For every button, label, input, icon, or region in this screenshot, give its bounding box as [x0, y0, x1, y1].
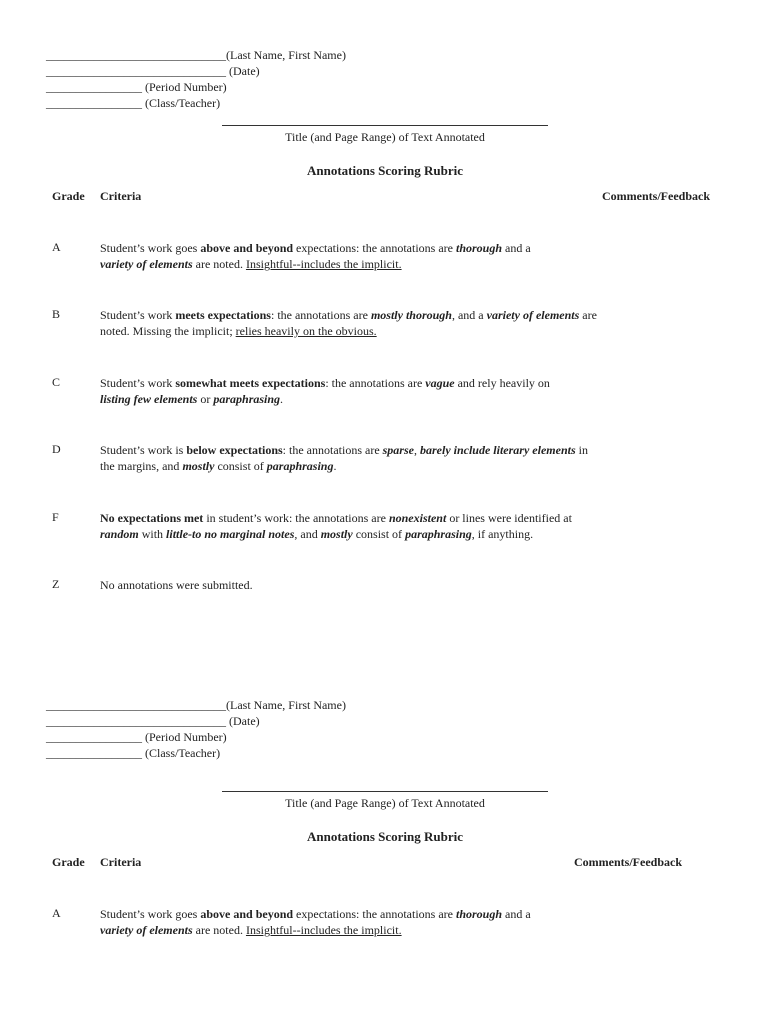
- student-info-fields: [46, 697, 346, 761]
- criteria-column-header: Criteria: [100, 189, 142, 203]
- name-field: ______________________________(Last Name, First Name): [46, 698, 346, 712]
- grade-f: F: [52, 510, 59, 524]
- criteria-a: Student’s work goes above and beyond expectations: the annotations are thorough and a variety of elements are noted. Insightful--includes the implicit.: [100, 907, 531, 937]
- rubric-title: Annotations Scoring Rubric: [306, 163, 464, 178]
- title-caption: Title (and Page Range) of Text Annotated: [285, 130, 485, 144]
- criteria-a: Student’s work goes above and beyond expectations: the annotations are thorough and a variety of elements are noted. Insightful--includes the implicit.: [100, 241, 531, 271]
- comments-column-header: Comments/Feedback: [574, 855, 682, 869]
- comments-column-header: Comments/Feedback: [602, 189, 710, 203]
- student-info-fields: [46, 47, 346, 111]
- title-caption: Title (and Page Range) of Text Annotated: [285, 796, 485, 810]
- title-blank-line: [222, 791, 548, 792]
- criteria-d: Student’s work is below expectations: the annotations are sparse, barely include literary elements in the margins, and mostly consist of paraphrasing.: [100, 443, 588, 473]
- grade-c: C: [52, 375, 61, 389]
- grade-column-header: Grade: [52, 855, 85, 869]
- name-field: ______________________________(Last Name, First Name): [46, 48, 346, 62]
- grade-b: B: [52, 307, 61, 321]
- criteria-b: Student’s work meets expectations: the annotations are mostly thorough, and a variety of elements are noted. Missing the implicit; relies heavily on the obvious.: [100, 308, 597, 338]
- period-field: ________________ (Period Number): [46, 730, 227, 744]
- title-blank-line: [222, 125, 548, 126]
- date-field: ______________________________ (Date): [46, 714, 260, 728]
- grade-column-header: Grade: [52, 189, 85, 203]
- rubric-title: Annotations Scoring Rubric: [306, 829, 464, 844]
- date-field: ______________________________ (Date): [46, 64, 260, 78]
- grade-a: A: [52, 906, 61, 920]
- criteria-z: No annotations were submitted.: [100, 578, 253, 592]
- criteria-c: Student’s work somewhat meets expectations: the annotations are vague and rely heavily on listing few elements or paraphrasing.: [100, 376, 550, 406]
- criteria-column-header: Criteria: [100, 855, 142, 869]
- grade-z: Z: [52, 577, 60, 591]
- grade-d: D: [52, 442, 61, 456]
- criteria-f: No expectations met in student’s work: the annotations are nonexistent or lines were identified at random with little-to no marginal notes, and mostly consist of paraphrasing, if anything.: [100, 511, 572, 541]
- class-teacher-field: ________________ (Class/Teacher): [46, 746, 221, 760]
- grade-a: A: [52, 240, 61, 254]
- class-teacher-field: ________________ (Class/Teacher): [46, 96, 221, 110]
- period-field: ________________ (Period Number): [46, 80, 227, 94]
